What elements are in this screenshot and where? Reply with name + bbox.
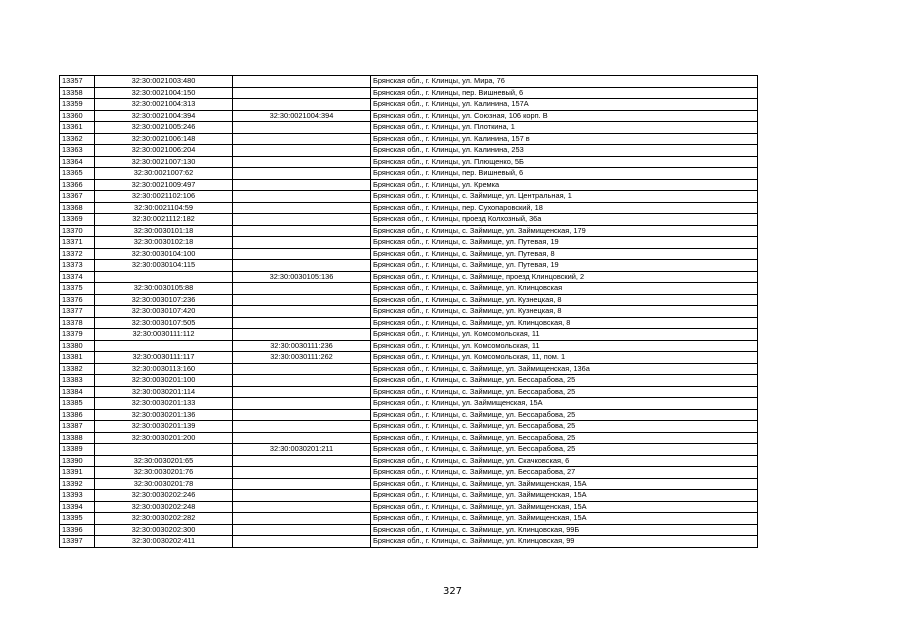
address-cell: Брянская обл., г. Клинцы, ул. Плоткина, 1 xyxy=(371,122,758,134)
cadastral-number-cell: 32:30:0021003:480 xyxy=(95,76,233,88)
cadastral-number-cell: 32:30:0030202:411 xyxy=(95,536,233,548)
address-cell: Брянская обл., г. Клинцы, с. Займище, ул. Клинцовская xyxy=(371,283,758,295)
address-cell: Брянская обл., г. Клинцы, ул. Комсомольская, 11 xyxy=(371,329,758,341)
building-cadastral-number-cell xyxy=(233,432,371,444)
row-number-cell: 13389 xyxy=(60,444,95,456)
address-cell: Брянская обл., г. Клинцы, с. Займище, ул. Займищенская, 15А xyxy=(371,490,758,502)
row-number-cell: 13379 xyxy=(60,329,95,341)
address-cell: Брянская обл., г. Клинцы, с. Займище, ул. Путевая, 19 xyxy=(371,237,758,249)
cadastral-number-cell xyxy=(95,271,233,283)
row-number-cell: 13380 xyxy=(60,340,95,352)
row-number-cell: 13375 xyxy=(60,283,95,295)
row-number-cell: 13362 xyxy=(60,133,95,145)
row-number-cell: 13361 xyxy=(60,122,95,134)
building-cadastral-number-cell xyxy=(233,490,371,502)
address-cell: Брянская обл., г. Клинцы, с. Займище, ул. Центральная, 1 xyxy=(371,191,758,203)
table-row xyxy=(60,490,758,502)
table-row xyxy=(60,524,758,536)
row-number-cell: 13366 xyxy=(60,179,95,191)
address-cell: Брянская обл., г. Клинцы, ул. Союзная, 106 корп. В xyxy=(371,110,758,122)
cadastral-number-cell: 32:30:0030113:160 xyxy=(95,363,233,375)
cadastral-number-cell: 32:30:0030201:65 xyxy=(95,455,233,467)
table-row xyxy=(60,145,758,157)
address-cell: Брянская обл., г. Клинцы, ул. Мира, 76 xyxy=(371,76,758,88)
table-row xyxy=(60,375,758,387)
cadastral-number-cell: 32:30:0030201:136 xyxy=(95,409,233,421)
cadastral-number-cell: 32:30:0030201:133 xyxy=(95,398,233,410)
building-cadastral-number-cell xyxy=(233,398,371,410)
address-cell: Брянская обл., г. Клинцы, пер. Сухопаровский, 18 xyxy=(371,202,758,214)
table-row xyxy=(60,340,758,352)
table-row xyxy=(60,444,758,456)
cadastral-number-cell: 32:30:0030104:115 xyxy=(95,260,233,272)
table-row xyxy=(60,478,758,490)
row-number-cell: 13367 xyxy=(60,191,95,203)
building-cadastral-number-cell xyxy=(233,386,371,398)
cadastral-number-cell: 32:30:0021005:246 xyxy=(95,122,233,134)
table-row xyxy=(60,248,758,260)
row-number-cell: 13369 xyxy=(60,214,95,226)
building-cadastral-number-cell xyxy=(233,455,371,467)
table-row xyxy=(60,409,758,421)
address-cell: Брянская обл., г. Клинцы, с. Займище, ул. Бессарабова, 25 xyxy=(371,421,758,433)
building-cadastral-number-cell xyxy=(233,501,371,513)
address-cell: Брянская обл., г. Клинцы, с. Займище, ул. Бессарабова, 25 xyxy=(371,386,758,398)
building-cadastral-number-cell xyxy=(233,168,371,180)
building-cadastral-number-cell xyxy=(233,283,371,295)
building-cadastral-number-cell: 32:30:0030105:136 xyxy=(233,271,371,283)
table-row xyxy=(60,283,758,295)
row-number-cell: 13391 xyxy=(60,467,95,479)
building-cadastral-number-cell xyxy=(233,99,371,111)
cadastral-number-cell: 32:30:0030102:18 xyxy=(95,237,233,249)
table-row xyxy=(60,421,758,433)
table-row xyxy=(60,386,758,398)
cadastral-number-cell: 32:30:0030201:78 xyxy=(95,478,233,490)
building-cadastral-number-cell xyxy=(233,202,371,214)
cadastral-number-cell: 32:30:0030107:236 xyxy=(95,294,233,306)
address-cell: Брянская обл., г. Клинцы, ул. Калинина, 253 xyxy=(371,145,758,157)
property-register-table xyxy=(59,75,758,548)
building-cadastral-number-cell xyxy=(233,421,371,433)
cadastral-number-cell: 32:30:0030201:100 xyxy=(95,375,233,387)
cadastral-number-cell: 32:30:0030104:100 xyxy=(95,248,233,260)
row-number-cell: 13358 xyxy=(60,87,95,99)
building-cadastral-number-cell xyxy=(233,133,371,145)
row-number-cell: 13395 xyxy=(60,513,95,525)
address-cell: Брянская обл., г. Клинцы, с. Займище, ул. Займищенская, 15А xyxy=(371,478,758,490)
building-cadastral-number-cell xyxy=(233,225,371,237)
building-cadastral-number-cell xyxy=(233,409,371,421)
row-number-cell: 13388 xyxy=(60,432,95,444)
building-cadastral-number-cell: 32:30:0030111:262 xyxy=(233,352,371,364)
building-cadastral-number-cell xyxy=(233,179,371,191)
building-cadastral-number-cell xyxy=(233,248,371,260)
table-row xyxy=(60,87,758,99)
table-row xyxy=(60,352,758,364)
table-row xyxy=(60,122,758,134)
cadastral-number-cell: 32:30:0030107:420 xyxy=(95,306,233,318)
row-number-cell: 13387 xyxy=(60,421,95,433)
table-row xyxy=(60,179,758,191)
cadastral-number-cell: 32:30:0021004:313 xyxy=(95,99,233,111)
building-cadastral-number-cell: 32:30:0021004:394 xyxy=(233,110,371,122)
address-cell: Брянская обл., г. Клинцы, с. Займище, ул. Бессарабова, 25 xyxy=(371,375,758,387)
building-cadastral-number-cell xyxy=(233,317,371,329)
address-cell: Брянская обл., г. Клинцы, с. Займище, ул. Клинцовская, 8 xyxy=(371,317,758,329)
table-row xyxy=(60,191,758,203)
row-number-cell: 13385 xyxy=(60,398,95,410)
cadastral-number-cell: 32:30:0030201:200 xyxy=(95,432,233,444)
row-number-cell: 13364 xyxy=(60,156,95,168)
row-number-cell: 13370 xyxy=(60,225,95,237)
cadastral-number-cell xyxy=(95,340,233,352)
table-row xyxy=(60,76,758,88)
address-cell: Брянская обл., г. Клинцы, с. Займище, проезд Клинцовский, 2 xyxy=(371,271,758,283)
cadastral-number-cell: 32:30:0021006:204 xyxy=(95,145,233,157)
cadastral-number-cell: 32:30:0021112:182 xyxy=(95,214,233,226)
address-cell: Брянская обл., г. Клинцы, ул. Калинина, 157А xyxy=(371,99,758,111)
row-number-cell: 13382 xyxy=(60,363,95,375)
table-row xyxy=(60,501,758,513)
row-number-cell: 13371 xyxy=(60,237,95,249)
row-number-cell: 13376 xyxy=(60,294,95,306)
table-row xyxy=(60,260,758,272)
page-number: 327 xyxy=(442,586,463,597)
cadastral-number-cell: 32:30:0030111:112 xyxy=(95,329,233,341)
row-number-cell: 13357 xyxy=(60,76,95,88)
address-cell: Брянская обл., г. Клинцы, с. Займище, ул. Займищенская, 15А xyxy=(371,513,758,525)
cadastral-number-cell: 32:30:0030202:282 xyxy=(95,513,233,525)
table-row xyxy=(60,99,758,111)
row-number-cell: 13381 xyxy=(60,352,95,364)
table-row xyxy=(60,110,758,122)
row-number-cell: 13365 xyxy=(60,168,95,180)
table-row xyxy=(60,432,758,444)
table-row xyxy=(60,513,758,525)
table-row xyxy=(60,455,758,467)
table-row xyxy=(60,271,758,283)
address-cell: Брянская обл., г. Клинцы, с. Займище, ул. Займищенская, 136а xyxy=(371,363,758,375)
address-cell: Брянская обл., г. Клинцы, пер. Вишневый, 6 xyxy=(371,87,758,99)
table-row xyxy=(60,156,758,168)
building-cadastral-number-cell xyxy=(233,524,371,536)
building-cadastral-number-cell xyxy=(233,513,371,525)
building-cadastral-number-cell xyxy=(233,536,371,548)
cadastral-number-cell: 32:30:0021004:150 xyxy=(95,87,233,99)
building-cadastral-number-cell xyxy=(233,294,371,306)
row-number-cell: 13372 xyxy=(60,248,95,260)
cadastral-number-cell: 32:30:0021007:130 xyxy=(95,156,233,168)
table-row xyxy=(60,363,758,375)
cadastral-number-cell: 32:30:0030201:114 xyxy=(95,386,233,398)
table-row xyxy=(60,467,758,479)
building-cadastral-number-cell: 32:30:0030111:236 xyxy=(233,340,371,352)
address-cell: Брянская обл., г. Клинцы, ул. Комсомольская, 11 xyxy=(371,340,758,352)
table-row xyxy=(60,329,758,341)
building-cadastral-number-cell xyxy=(233,145,371,157)
table-row xyxy=(60,202,758,214)
building-cadastral-number-cell xyxy=(233,214,371,226)
cadastral-number-cell: 32:30:0021006:148 xyxy=(95,133,233,145)
building-cadastral-number-cell xyxy=(233,76,371,88)
building-cadastral-number-cell xyxy=(233,478,371,490)
cadastral-number-cell: 32:30:0030111:117 xyxy=(95,352,233,364)
address-cell: Брянская обл., г. Клинцы, ул. Кремка xyxy=(371,179,758,191)
building-cadastral-number-cell xyxy=(233,87,371,99)
row-number-cell: 13373 xyxy=(60,260,95,272)
address-cell: Брянская обл., г. Клинцы, с. Займище, ул. Кузнецкая, 8 xyxy=(371,294,758,306)
cadastral-number-cell: 32:30:0021009:497 xyxy=(95,179,233,191)
row-number-cell: 13390 xyxy=(60,455,95,467)
address-cell: Брянская обл., г. Клинцы, проезд Колхозный, 36а xyxy=(371,214,758,226)
table-row xyxy=(60,225,758,237)
building-cadastral-number-cell xyxy=(233,363,371,375)
cadastral-number-cell: 32:30:0030202:246 xyxy=(95,490,233,502)
table-row xyxy=(60,214,758,226)
address-cell: Брянская обл., г. Клинцы, ул. Плющенко, 5Б xyxy=(371,156,758,168)
address-cell: Брянская обл., г. Клинцы, пер. Вишневый, 6 xyxy=(371,168,758,180)
cadastral-number-cell: 32:30:0030107:505 xyxy=(95,317,233,329)
address-cell: Брянская обл., г. Клинцы, с. Займище, ул. Клинцовская, 99 xyxy=(371,536,758,548)
building-cadastral-number-cell xyxy=(233,260,371,272)
table-row xyxy=(60,536,758,548)
row-number-cell: 13394 xyxy=(60,501,95,513)
address-cell: Брянская обл., г. Клинцы, с. Займище, ул. Клинцовская, 99Б xyxy=(371,524,758,536)
row-number-cell: 13359 xyxy=(60,99,95,111)
table-row xyxy=(60,398,758,410)
row-number-cell: 13383 xyxy=(60,375,95,387)
cadastral-number-cell xyxy=(95,444,233,456)
cadastral-number-cell: 32:30:0030201:76 xyxy=(95,467,233,479)
table-row xyxy=(60,168,758,180)
cadastral-number-cell: 32:30:0021104:59 xyxy=(95,202,233,214)
building-cadastral-number-cell: 32:30:0030201:211 xyxy=(233,444,371,456)
row-number-cell: 13368 xyxy=(60,202,95,214)
building-cadastral-number-cell xyxy=(233,237,371,249)
building-cadastral-number-cell xyxy=(233,467,371,479)
address-cell: Брянская обл., г. Клинцы, ул. Комсомольская, 11, пом. 1 xyxy=(371,352,758,364)
address-cell: Брянская обл., г. Клинцы, с. Займище, ул. Бессарабова, 25 xyxy=(371,444,758,456)
table-row xyxy=(60,133,758,145)
building-cadastral-number-cell xyxy=(233,306,371,318)
table-row xyxy=(60,317,758,329)
address-cell: Брянская обл., г. Клинцы, с. Займище, ул. Займищенская, 179 xyxy=(371,225,758,237)
address-cell: Брянская обл., г. Клинцы, с. Займище, ул. Кузнецкая, 8 xyxy=(371,306,758,318)
row-number-cell: 13363 xyxy=(60,145,95,157)
row-number-cell: 13393 xyxy=(60,490,95,502)
row-number-cell: 13374 xyxy=(60,271,95,283)
cadastral-number-cell: 32:30:0030101:18 xyxy=(95,225,233,237)
table-row xyxy=(60,237,758,249)
table-row xyxy=(60,294,758,306)
cadastral-number-cell: 32:30:0021004:394 xyxy=(95,110,233,122)
row-number-cell: 13396 xyxy=(60,524,95,536)
address-cell: Брянская обл., г. Клинцы, ул. Калинина, 157 в xyxy=(371,133,758,145)
address-cell: Брянская обл., г. Клинцы, с. Займище, ул. Бессарабова, 25 xyxy=(371,409,758,421)
address-cell: Брянская обл., г. Клинцы, с. Займище, ул. Путевая, 8 xyxy=(371,248,758,260)
address-cell: Брянская обл., г. Клинцы, с. Займище, ул. Бессарабова, 27 xyxy=(371,467,758,479)
address-cell: Брянская обл., г. Клинцы, с. Займище, ул. Займищенская, 15А xyxy=(371,501,758,513)
row-number-cell: 13397 xyxy=(60,536,95,548)
building-cadastral-number-cell xyxy=(233,156,371,168)
row-number-cell: 13377 xyxy=(60,306,95,318)
row-number-cell: 13378 xyxy=(60,317,95,329)
address-cell: Брянская обл., г. Клинцы, с. Займище, ул. Путевая, 19 xyxy=(371,260,758,272)
building-cadastral-number-cell xyxy=(233,191,371,203)
address-cell: Брянская обл., г. Клинцы, ул. Займищенская, 15А xyxy=(371,398,758,410)
row-number-cell: 13392 xyxy=(60,478,95,490)
cadastral-number-cell: 32:30:0021007:62 xyxy=(95,168,233,180)
building-cadastral-number-cell xyxy=(233,375,371,387)
table-body xyxy=(60,76,758,548)
building-cadastral-number-cell xyxy=(233,329,371,341)
row-number-cell: 13384 xyxy=(60,386,95,398)
building-cadastral-number-cell xyxy=(233,122,371,134)
address-cell: Брянская обл., г. Клинцы, с. Займище, ул. Бессарабова, 25 xyxy=(371,432,758,444)
cadastral-number-cell: 32:30:0021102:106 xyxy=(95,191,233,203)
row-number-cell: 13386 xyxy=(60,409,95,421)
address-cell: Брянская обл., г. Клинцы, с. Займище, ул. Скачковская, 6 xyxy=(371,455,758,467)
cadastral-number-cell: 32:30:0030105:88 xyxy=(95,283,233,295)
cadastral-number-cell: 32:30:0030201:139 xyxy=(95,421,233,433)
table-row xyxy=(60,306,758,318)
cadastral-number-cell: 32:30:0030202:300 xyxy=(95,524,233,536)
row-number-cell: 13360 xyxy=(60,110,95,122)
cadastral-number-cell: 32:30:0030202:248 xyxy=(95,501,233,513)
